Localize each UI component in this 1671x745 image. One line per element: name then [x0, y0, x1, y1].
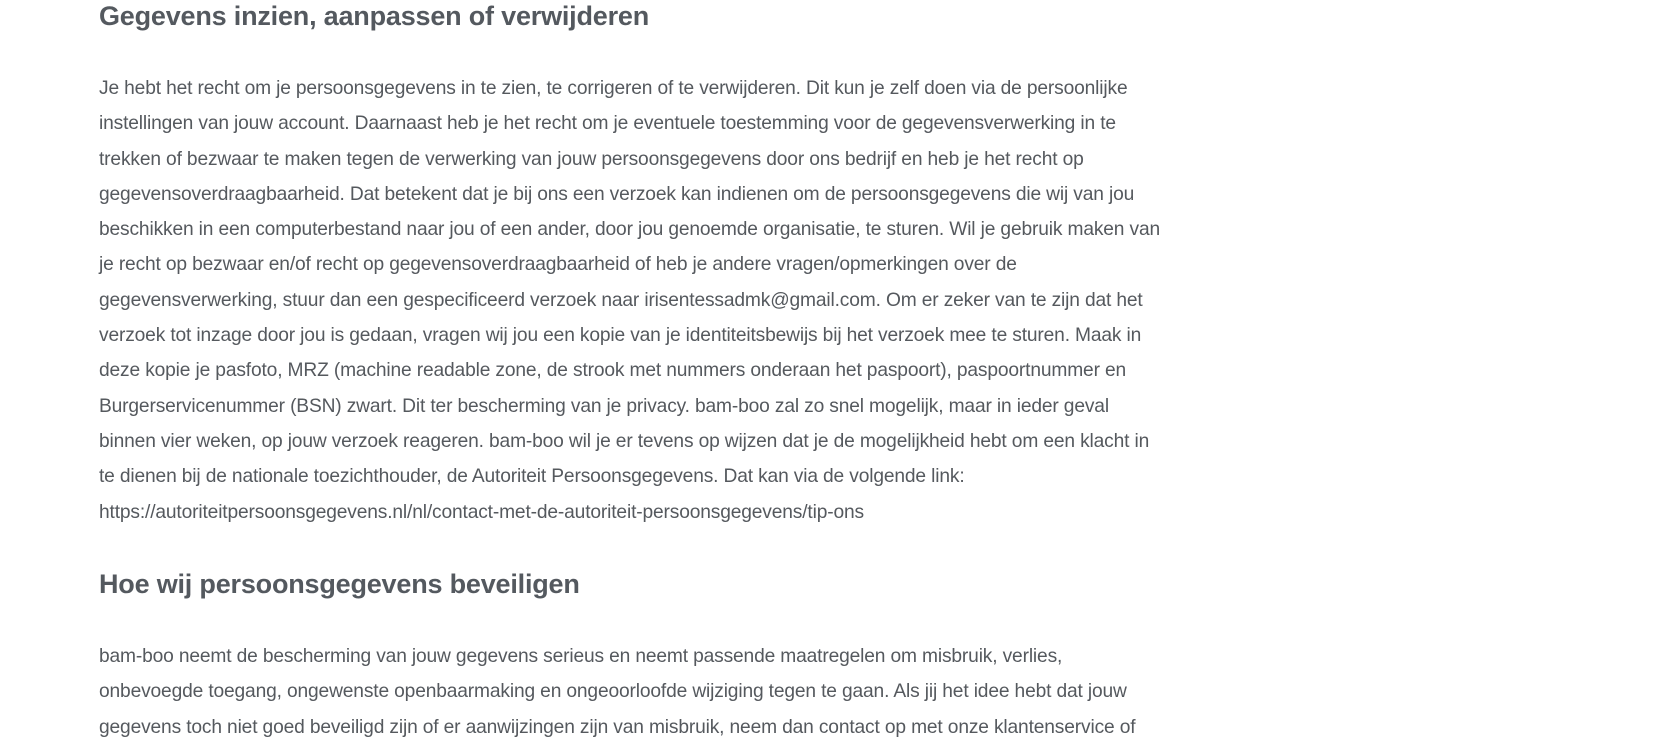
- section-paragraph-data-security: [99, 639, 1199, 745]
- paragraph-line: bam-boo neemt de bescherming van jouw gegevens serieus en neemt passende maatregelen om misbruik, verlies,: [99, 646, 1063, 667]
- paragraph-line: deze kopie je pasfoto, MRZ (machine readable zone, de strook met nummers onderaan het paspoort), paspoortnummer en: [99, 360, 1127, 382]
- paragraph-line: je recht op bezwaar en/of recht op gegevensoverdraagbaarheid of heb je andere vragen/opmerkingen over de: [99, 254, 1017, 276]
- paragraph-line: trekken of bezwaar te maken tegen de verwerking van jouw persoonsgegevens door ons bedrijf en heb je het recht op: [99, 148, 1084, 170]
- paragraph-line: gegevensoverdraagbaarheid. Dat betekent dat je bij ons een verzoek kan indienen om de persoonsgegevens die wij van jou: [99, 183, 1135, 205]
- paragraph-line: instellingen van jouw account. Daarnaast heb je het recht om je eventuele toestemming voor de gegevensverwerking in te: [99, 113, 1116, 135]
- section-heading-data-security: Hoe wij persoonsgegevens beveiligen: [99, 569, 580, 599]
- paragraph-line: gegevensverwerking, stuur dan een gespecificeerd verzoek naar irisentessadmk@gmail.com. Om er zeker van te zijn dat het: [99, 289, 1143, 311]
- paragraph-line: beschikken in een computerbestand naar jou of een ander, door jou genoemde organisatie, te sturen. Wil je gebruik maken van: [99, 219, 1160, 241]
- section-paragraph-data-rights: [99, 71, 1199, 530]
- complaint-link-text: https://autoriteitpersoonsgegevens.nl/nl/contact-met-de-autoriteit-persoonsgegevens/tip-ons: [99, 501, 864, 523]
- paragraph-line: binnen vier weken, op jouw verzoek reageren. bam-boo wil je er tevens op wijzen dat je de mogelijkheid hebt om een klacht in: [99, 430, 1150, 452]
- paragraph-line: verzoek tot inzage door jou is gedaan, vragen wij jou een kopie van je identiteitsbewijs bij het verzoek mee te sturen. Maak in: [99, 325, 1142, 347]
- paragraph-line: te dienen bij de nationale toezichthouder, de Autoriteit Persoonsgegevens. Dat kan via de volgende link:: [99, 466, 965, 488]
- paragraph-line: gegevens toch niet goed beveiligd zijn of er aanwijzingen zijn van misbruik, neem dan contact op met onze klantenservice of: [99, 716, 1136, 738]
- paragraph-line: Je hebt het recht om je persoonsgegevens in te zien, te corrigeren of te verwijderen. Dit kun je zelf doen via de persoonlijke: [99, 78, 1128, 99]
- paragraph-line: onbevoegde toegang, ongewenste openbaarmaking en ongeoorloofde wijziging tegen te gaan. Als jij het idee hebt dat jouw: [99, 681, 1127, 703]
- paragraph-line: Burgerservicenummer (BSN) zwart. Dit ter bescherming van je privacy. bam-boo zal zo snel mogelijk, maar in ieder geval: [99, 395, 1109, 417]
- section-heading-data-rights: Gegevens inzien, aanpassen of verwijderen: [99, 1, 650, 31]
